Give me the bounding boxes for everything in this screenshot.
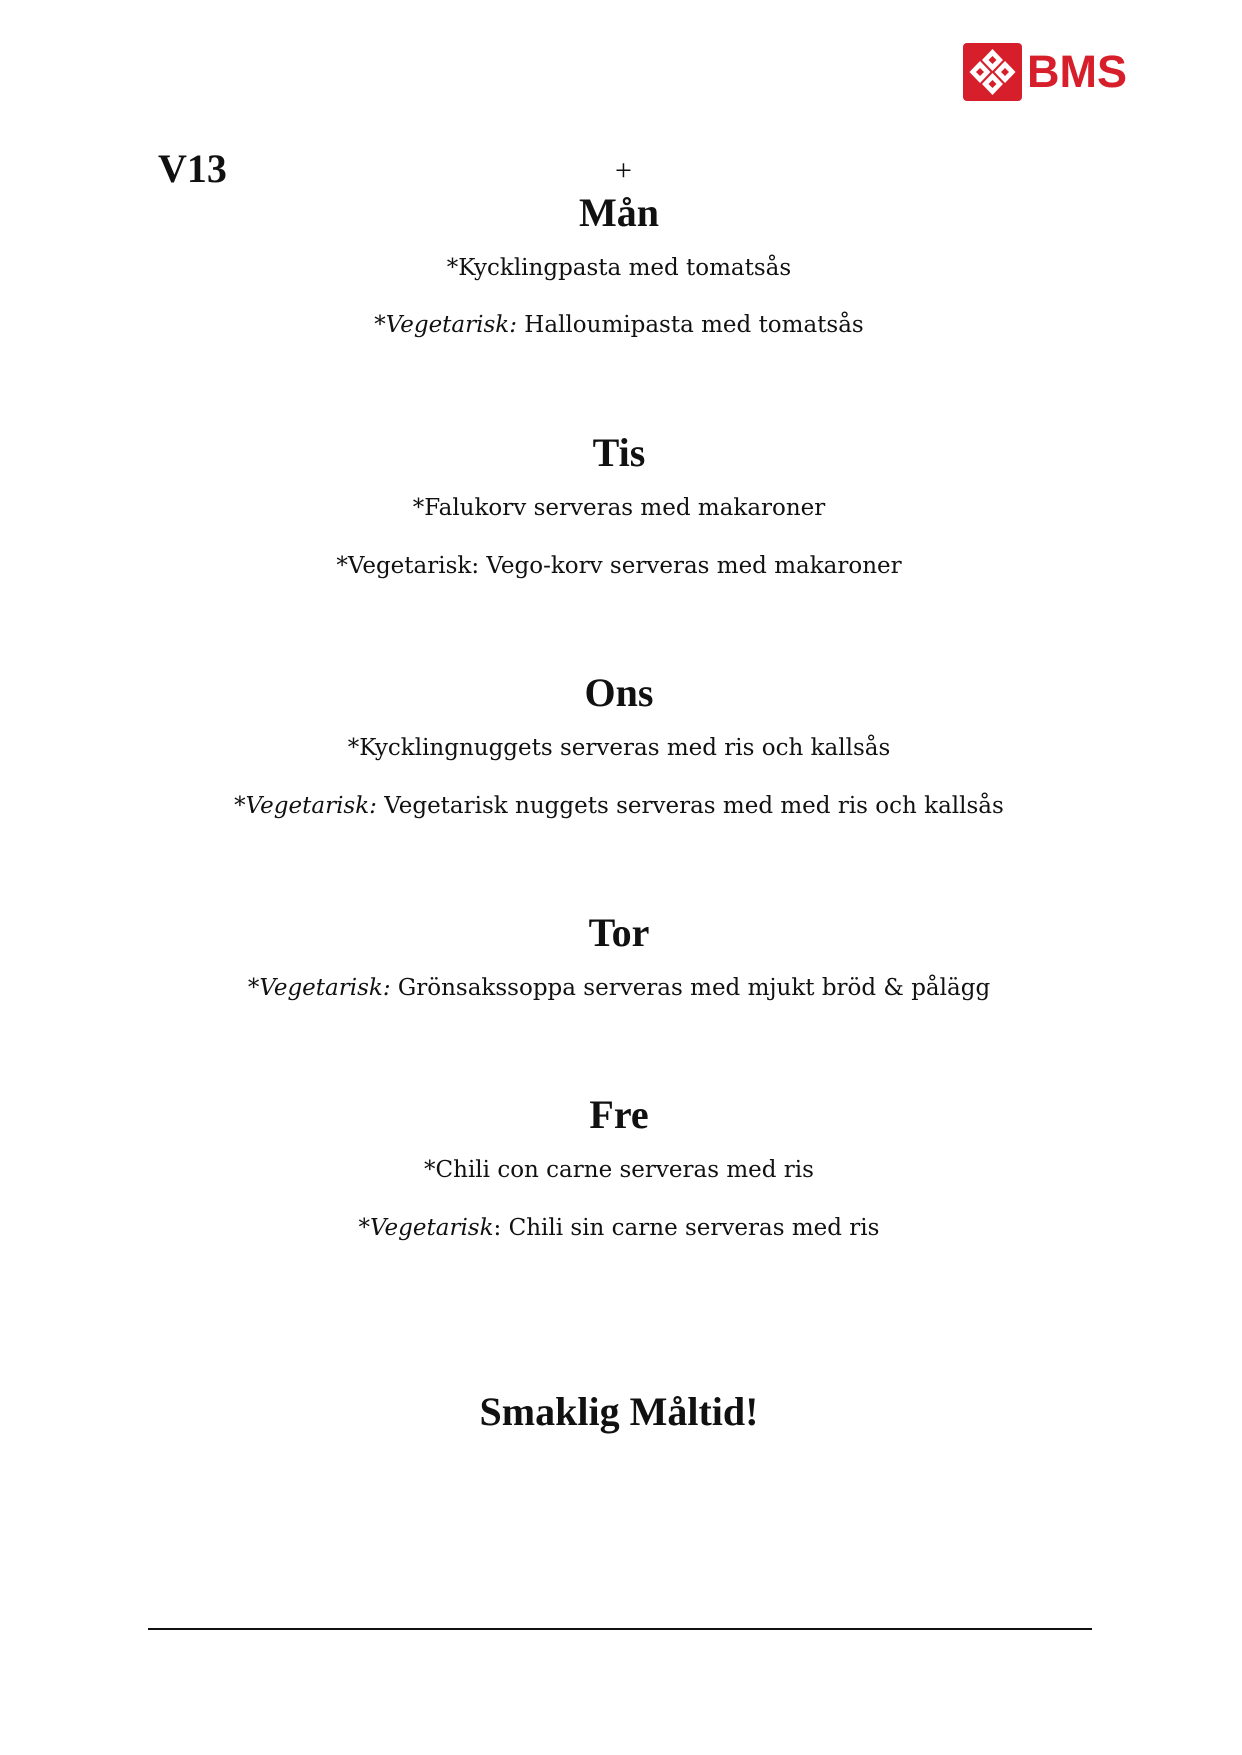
dish-line: [0, 253, 1240, 283]
footer-divider: [148, 1628, 1092, 1630]
dish-line: [0, 310, 1240, 340]
day-heading: Tis: [592, 430, 646, 475]
bms-logo: [963, 43, 1127, 101]
day-heading: Ons: [584, 670, 654, 715]
dish-text: : Chili sin carne serveras med ris: [493, 1215, 880, 1241]
day-heading: Fre: [589, 1092, 649, 1137]
day-section-man: [0, 190, 1242, 340]
day-heading: Tor: [588, 910, 650, 955]
plus-mark: +: [615, 154, 632, 187]
dish-line: [0, 733, 1240, 763]
dish-line: [0, 551, 1240, 581]
closing-text: Smaklig Måltid!: [479, 1389, 759, 1434]
dish-prefix: *Vegetarisk:: [374, 312, 517, 338]
dish-text: Halloumipasta med tomatsås: [516, 312, 864, 338]
dish-text: *Chili con carne serveras med ris: [424, 1157, 814, 1183]
dish-prefix: *Vegetarisk:: [234, 793, 377, 819]
dish-line: [0, 791, 1240, 821]
bms-logo-text: BMS: [1027, 46, 1127, 97]
dish-prefix: *Vegetarisk:: [247, 975, 391, 1001]
dish-text: Grönsakssoppa serveras med mjukt bröd & pålägg: [390, 975, 991, 1001]
day-section-tor: [0, 910, 1242, 1003]
dish-text: *Kycklingpasta med tomatsås: [446, 255, 792, 281]
day-section-tis: [0, 430, 1242, 581]
dish-text: Vegetarisk nuggets serveras med med ris och kallsås: [376, 793, 1004, 819]
dish-line: [0, 1213, 1240, 1243]
week-label: V13: [158, 146, 227, 191]
closing-message: [0, 1389, 1242, 1435]
day-section-ons: [0, 670, 1242, 821]
dish-line: [0, 493, 1240, 523]
dish-text: *Kycklingnuggets serveras med ris och kallsås: [347, 735, 891, 761]
dish-line: [0, 1155, 1240, 1185]
dish-text: *Vegetarisk: Vego-korv serveras med makaroner: [336, 553, 902, 579]
dish-line: [0, 973, 1240, 1003]
dish-text: *Falukorv serveras med makaroner: [412, 495, 826, 521]
day-heading: Mån: [579, 190, 659, 235]
dish-prefix: *Vegetarisk: [358, 1215, 494, 1241]
bms-logo-mark-icon: [963, 43, 1022, 101]
day-section-fre: [0, 1092, 1242, 1243]
